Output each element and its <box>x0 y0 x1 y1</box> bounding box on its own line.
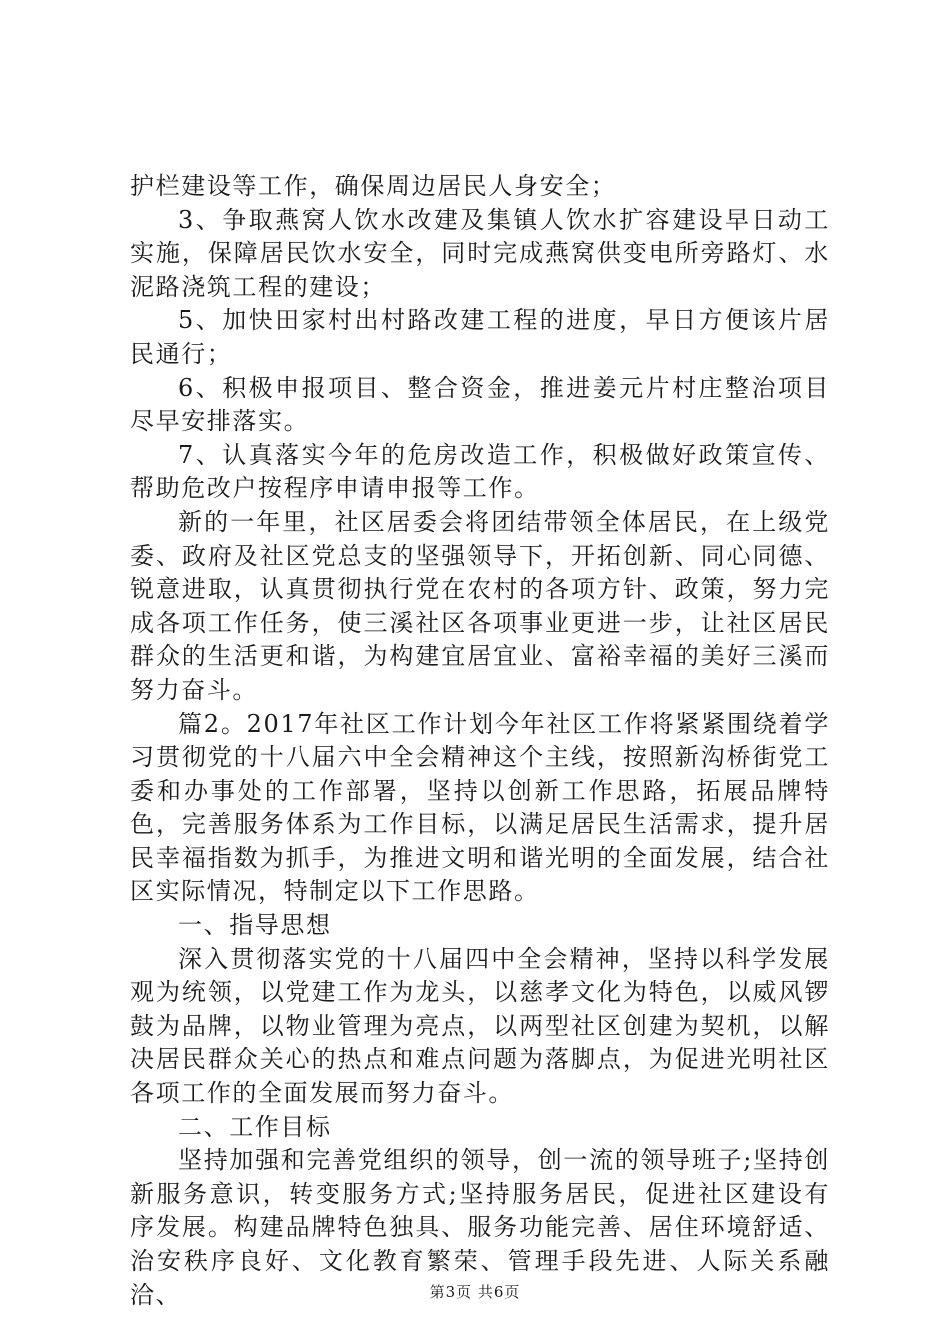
paragraph-4: 6、积极申报项目、整合资金，推进姜元片村庄整治项目尽早安排落实。 <box>130 373 830 436</box>
section-heading-1: 一、指导思想 <box>178 911 332 940</box>
paragraph-2: 3、争取燕窝人饮水改建及集镇人饮水扩容建设早日动工实施，保障居民饮水安全，同时完成燕窝供变电所旁路灯、水泥路浇筑工程的建设； <box>130 205 830 301</box>
paragraph-8: 深入贯彻落实党的十八届四中全会精神，坚持以科学发展观为统领，以党建工作为龙头，以慈孝文化为特色，以威风锣鼓为品牌，以物业管理为亮点，以两型社区创建为契机，以解决居民群众关心的热点和难点问题为落脚点，为促进光明社区各项工作的全面发展而努力奋斗。 <box>130 944 830 1108</box>
paragraph-6: 新的一年里，社区居委会将团结带领全体居民，在上级党委、政府及社区党总支的坚强领导下，开拓创新、同心同德、锐意进取，认真贯彻执行党在农村的各项方针、政策，努力完成各项工作任务，使三溪社区各项事业更进一步，让社区居民群众的生活更和谐，为构建宜居宜业、富裕幸福的美好三溪而努力奋斗。 <box>130 507 830 704</box>
paragraph-5: 7、认真落实今年的危房改造工作，积极做好政策宣传、帮助危改户按程序申请申报等工作。 <box>130 440 830 503</box>
page-footer: 第3页 共6页 <box>429 1283 521 1301</box>
document-body <box>130 170 830 1312</box>
paragraph-9: 坚持加强和完善党组织的领导，创一流的领导班子;坚持创新服务意识，转变服务方式;坚持服务居民，促进社区建设有序发展。构建品牌特色独具、服务功能完善、居住环境舒适、治安秩序良好、文化教育繁荣、管理手段先进、人际关系融洽、 <box>130 1146 830 1309</box>
paragraph-3: 5、加快田家村出村路改建工程的进度，早日方便该片居民通行； <box>130 306 830 368</box>
paragraph-7: 篇2。2017年社区工作计划今年社区工作将紧紧围绕着学习贯彻党的十八届六中全会精神这个主线，按照新沟桥街党工委和办事处的工作部署，坚持以创新工作思路，拓展品牌特色，完善服务体系为工作目标，以满足居民生活需求，提升居民幸福指数为抓手，为推进文明和谐光明的全面发展，结合社区实际情况，特制定以下工作思路。 <box>130 709 830 906</box>
paragraph-1: 护栏建设等工作，确保周边居民人身安全； <box>130 172 617 200</box>
section-heading-2: 二、工作目标 <box>178 1112 332 1141</box>
